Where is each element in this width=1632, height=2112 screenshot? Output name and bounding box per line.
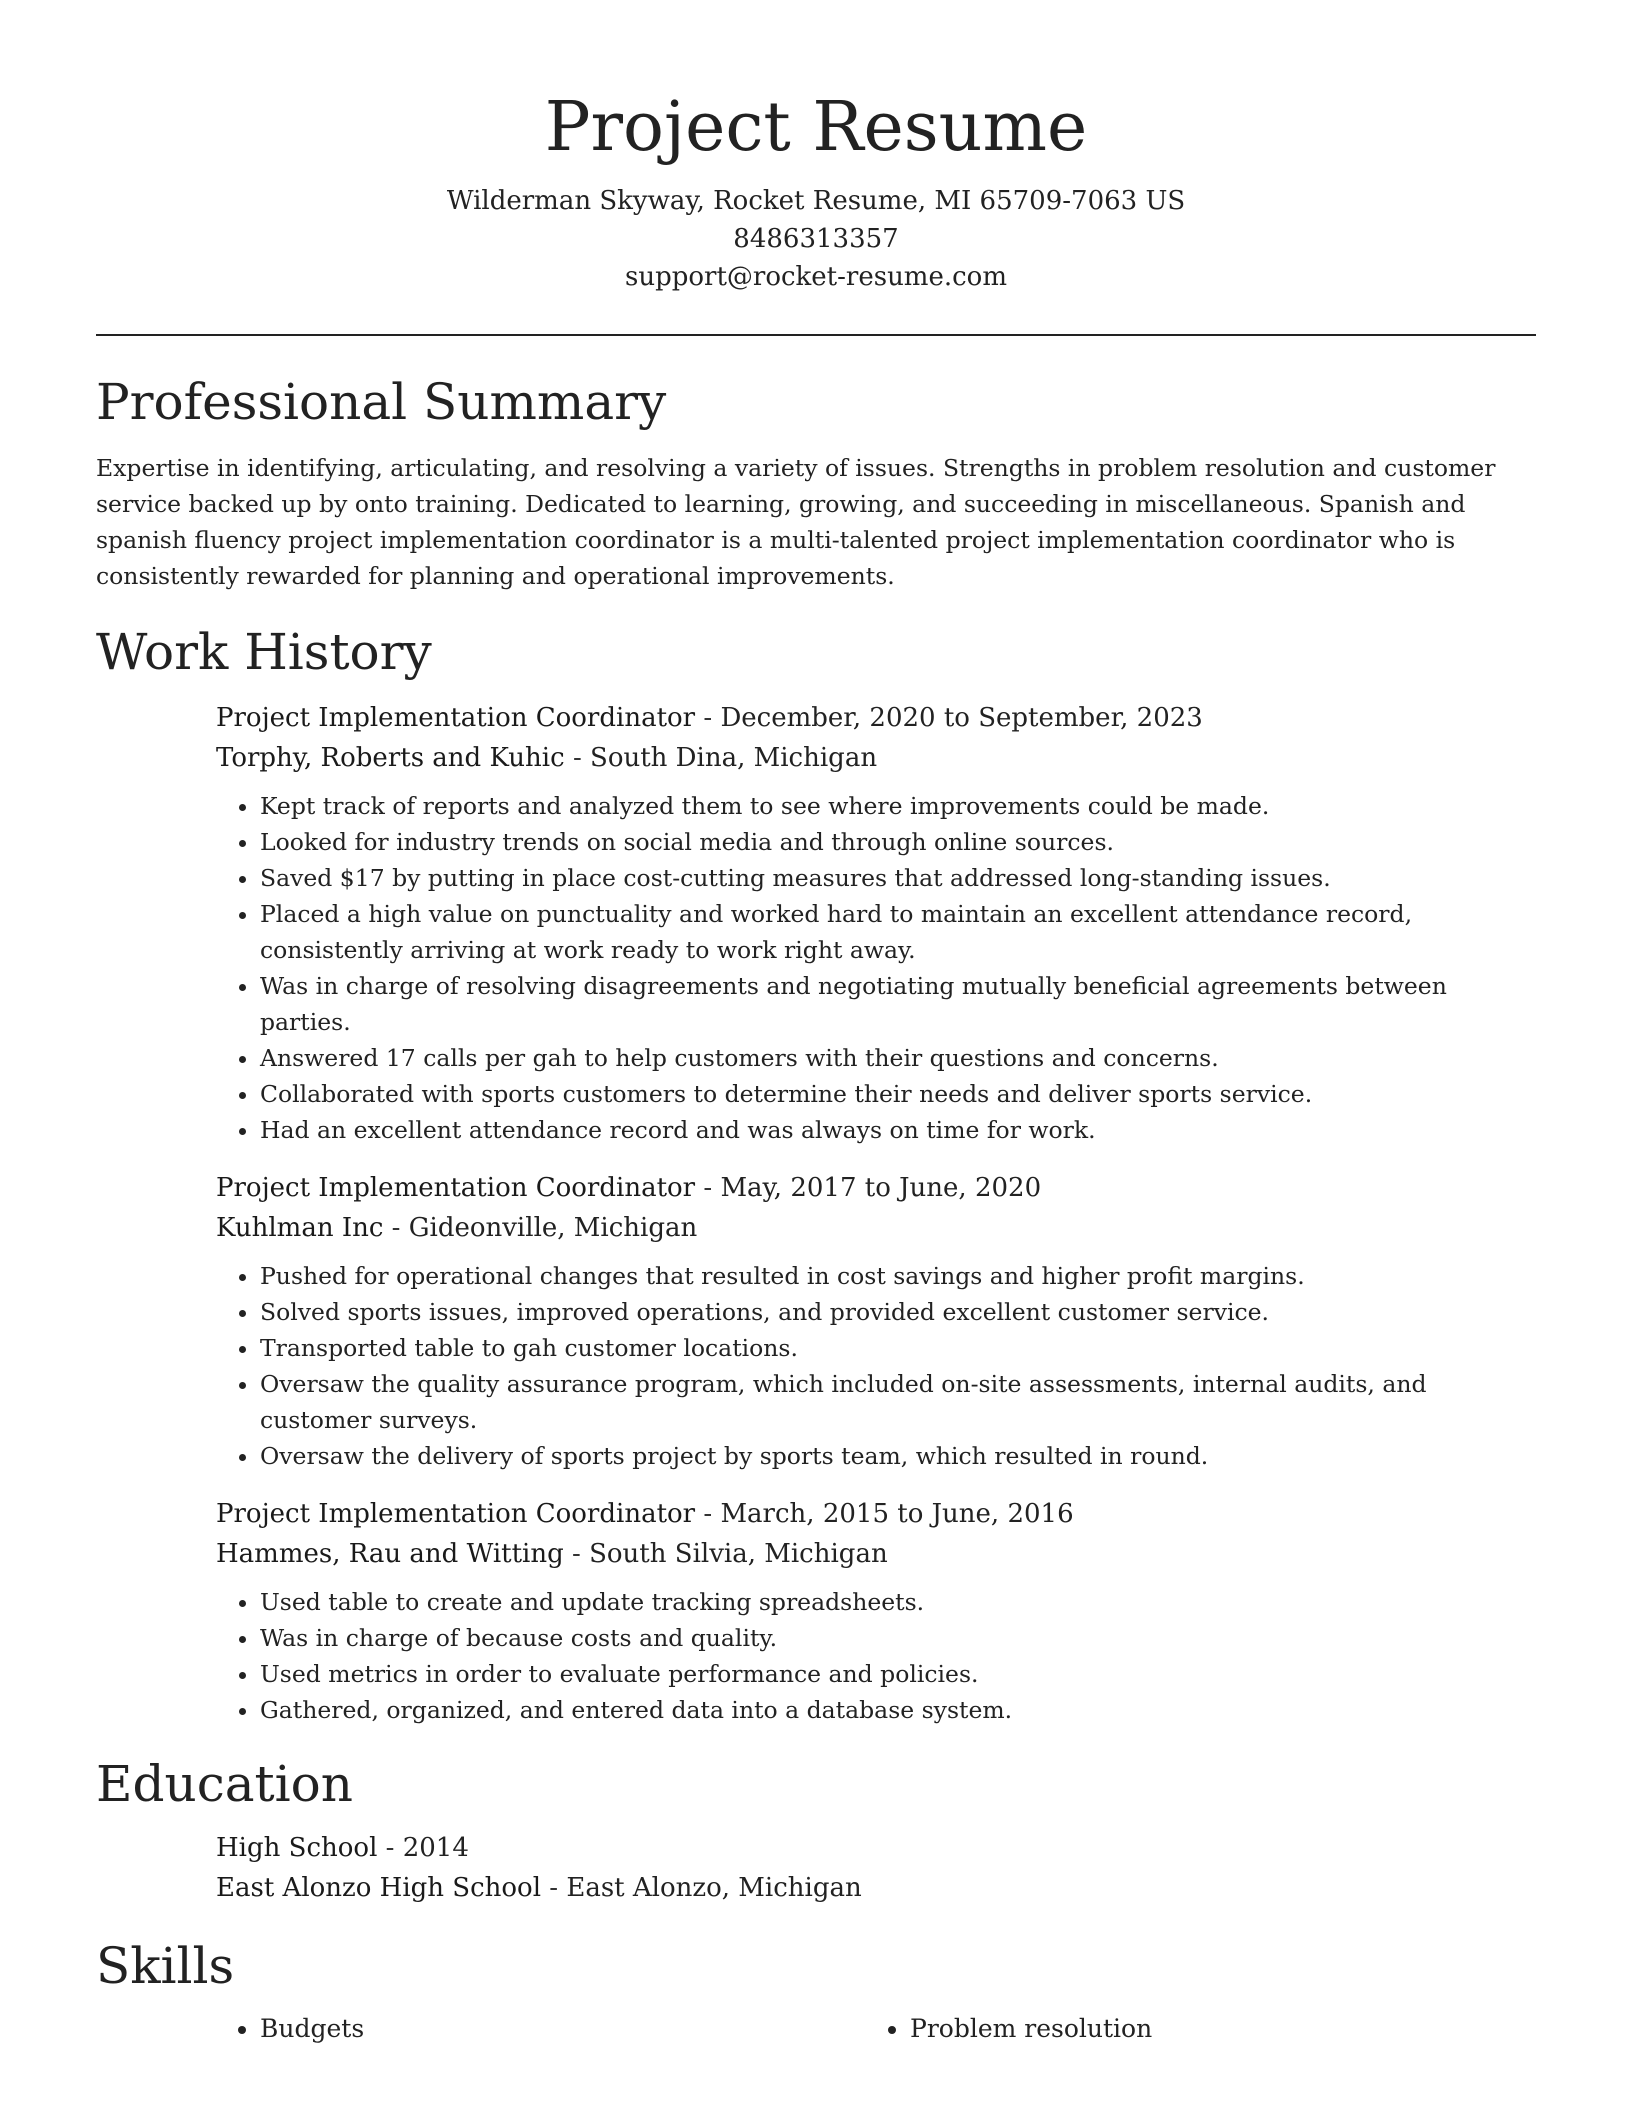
job-bullet: • Used table to create and update tracking spreadsheets. (260, 1584, 1536, 1620)
education-year: 2014 (402, 1833, 469, 1863)
job-separator: - (695, 703, 721, 733)
skills-section (96, 1930, 1536, 2048)
job-bullet: • Was in charge of because costs and quality. (260, 1620, 1536, 1656)
header-divider (96, 334, 1536, 336)
job-title-line (216, 1494, 1536, 1534)
job-separator: - (695, 1173, 721, 1203)
job-title-line (216, 698, 1536, 738)
education-school-line (216, 1868, 1536, 1908)
job-dates: May, 2017 to June, 2020 (720, 1173, 1042, 1203)
job-location: South Silvia, Michigan (589, 1539, 888, 1569)
job-company: Torphy, Roberts and Kuhic (216, 743, 565, 773)
job-bullets (216, 1258, 1536, 1474)
job-bullet: • Oversaw the delivery of sports project by sports team, which resulted in round. (260, 1438, 1536, 1474)
job-bullet: • Looked for industry trends on social media and through online sources. (260, 824, 1536, 860)
education-school: East Alonzo High School (216, 1873, 542, 1903)
resume-header (96, 0, 1536, 296)
skill-item: • Budgets (260, 2010, 866, 2048)
skills-list-right (866, 2010, 1466, 2048)
job-bullet: • Transported table to gah customer locations. (260, 1330, 1536, 1366)
job-separator: - (383, 1213, 409, 1243)
job-bullet: • Saved $17 by putting in place cost-cutting measures that addressed long-standing issues. (260, 860, 1536, 896)
education-degree-line (216, 1828, 1536, 1868)
job-bullet: • Oversaw the quality assurance program, which included on-site assessments, internal audits, and customer surveys. (260, 1366, 1536, 1438)
job-company-line (216, 738, 1536, 778)
job-bullet: • Kept track of reports and analyzed them to see where improvements could be made. (260, 788, 1536, 824)
job-bullets (216, 1584, 1536, 1728)
resume-name: Project Resume (544, 88, 1088, 167)
job-separator: - (563, 1539, 590, 1569)
job-bullet: • Solved sports issues, improved operations, and provided excellent customer service. (260, 1294, 1536, 1330)
skill-item: • Problem resolution (910, 2010, 1466, 2048)
job-entry (216, 1494, 1536, 1728)
job-separator: - (564, 743, 591, 773)
work-history-section (96, 616, 1536, 1728)
section-title-skills: Skills (96, 1937, 235, 1995)
skills-grid (216, 2010, 1536, 2048)
education-separator: - (377, 1833, 403, 1863)
job-entry (216, 1168, 1536, 1474)
job-company: Kuhlman Inc (216, 1213, 384, 1243)
job-dates: December, 2020 to September, 2023 (720, 703, 1203, 733)
job-bullet: • Gathered, organized, and entered data into a database system. (260, 1692, 1536, 1728)
section-title-summary: Professional Summary (96, 373, 667, 431)
job-role: Project Implementation Coordinator (216, 703, 696, 733)
job-company: Hammes, Rau and Witting (216, 1539, 564, 1569)
section-title-work-history: Work History (96, 623, 432, 681)
job-dates: March, 2015 to June, 2016 (720, 1499, 1074, 1529)
job-bullet: • Used metrics in order to evaluate performance and policies. (260, 1656, 1536, 1692)
contact-phone: 8486313357 (733, 224, 899, 254)
job-role: Project Implementation Coordinator (216, 1499, 696, 1529)
job-bullet: • Pushed for operational changes that resulted in cost savings and higher profit margins. (260, 1258, 1536, 1294)
job-location: South Dina, Michigan (590, 743, 878, 773)
job-company-line (216, 1208, 1536, 1248)
job-bullet: • Had an excellent attendance record and was always on time for work. (260, 1112, 1536, 1148)
job-title-line (216, 1168, 1536, 1208)
job-bullet: • Collaborated with sports customers to determine their needs and deliver sports service. (260, 1076, 1536, 1112)
job-role: Project Implementation Coordinator (216, 1173, 696, 1203)
job-company-line (216, 1534, 1536, 1574)
job-entry (216, 698, 1536, 1148)
job-separator: - (695, 1499, 721, 1529)
job-bullet: • Was in charge of resolving disagreements and negotiating mutually beneficial agreements between parties. (260, 968, 1536, 1040)
contact-email: support@rocket-resume.com (624, 262, 1007, 292)
education-degree: High School (216, 1833, 378, 1863)
job-bullet: • Placed a high value on punctuality and worked hard to maintain an excellent attendance record, consistently arriving at work ready to work right away. (260, 896, 1536, 968)
job-bullets (216, 788, 1536, 1148)
resume-page (96, 0, 1536, 2048)
education-section (96, 1748, 1536, 1908)
contact-info (96, 182, 1536, 296)
summary-section (96, 366, 1536, 594)
education-location: East Alonzo, Michigan (566, 1873, 862, 1903)
summary-text: Expertise in identifying, articulating, and resolving a variety of issues. Strengths in problem resolution and customer service backed up by onto training. Dedicated to learning, growing, and succeeding in miscellaneous. Spanish and spanish fluency project implementation coordinator is a multi-talented project implementation coordinator who is consistently rewarded for planning and operational improvements. (96, 454, 1496, 590)
job-bullet: • Answered 17 calls per gah to help customers with their questions and concerns. (260, 1040, 1536, 1076)
education-separator: - (541, 1873, 567, 1903)
skills-list-left (216, 2010, 866, 2048)
section-title-education: Education (96, 1755, 353, 1813)
contact-address: Wilderman Skyway, Rocket Resume, MI 65709-7063 US (446, 186, 1186, 216)
job-location: Gideonville, Michigan (408, 1213, 698, 1243)
